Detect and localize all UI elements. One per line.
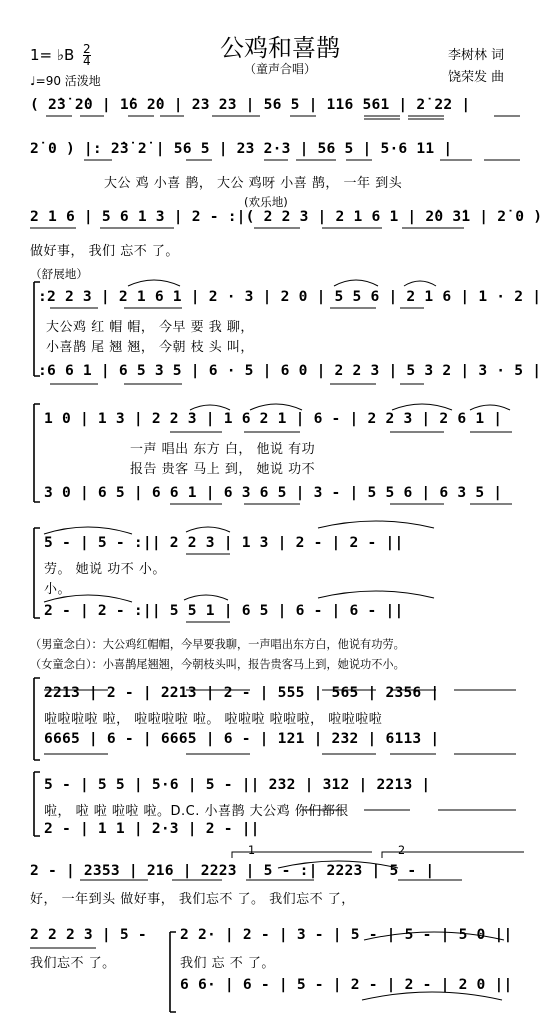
boys-narration: （男童念白）：大公鸡红帽帽，今早要我聊，一声唱出东方白，他说有功劳。: [30, 638, 405, 651]
lyricist-credit: 李树林 词: [448, 48, 505, 63]
system-1-notes: ( 2̇3̇ 2̇0 | 1̇6 2̇0 | 23 23 | 56 5 | 116 561 | 2̇ 22 |: [30, 96, 471, 113]
system-9-lyrics: 好， 一年到头 做好事， 我们忘不 了。 我们忘不 了，: [30, 892, 355, 907]
meter-top: 2: [83, 42, 91, 56]
composer-credit: 饶荣发 曲: [448, 70, 505, 85]
tempo-marking: ♩=90 活泼地: [30, 74, 101, 88]
system-5-lyrics-verse-2: 报告 贵客 马上 到， 她说 功不: [130, 462, 316, 477]
system-6-lyrics-verse-1: 劳。 她说 功不 小。: [44, 562, 166, 577]
system-8-lyrics: 啦， 啦 啦 啦啦 啦。D.C. 小喜鹊 大公鸡 你们都很: [44, 804, 349, 819]
system-4-lyrics-verse-1: 大公鸡 红 帽 帽， 今早 要 我 聊，: [46, 320, 254, 335]
key-label: 1= ♭B: [30, 46, 75, 64]
system-5-bottom-notes: 3 0 | 6 5 | 6 6 1 | 6 3 6 5 | 3 - | 5 5 6 | 6 3 5 |: [44, 484, 503, 501]
system-3-lyrics: 做好事， 我们 忘不 了。: [30, 244, 179, 259]
girls-narration: （女童念白）：小喜鹊尾翘翘，今朝枝头叫，报告贵客马上到，她说功不小。: [30, 658, 405, 671]
system-4-top-notes: :2 2 3 | 2 1 6 1 | 2 · 3 | 2 0 | 5 5 6 | 2 1 6 | 1 · 2 |: [38, 288, 542, 305]
meter-bottom: 4: [83, 54, 91, 68]
system-10-left-notes: 2 2 2 3 | 5 -: [30, 926, 147, 943]
system-3-notes: 2 1 6 | 5 6 1 3 | 2 - :|( 2 2 3 | 2 1 6 1 | 2̇0 3̇1 | 2̇ 0 ): [30, 208, 543, 225]
system-7-top-notes: 2213 | 2 - | 2213 | 2 - | 555 | 565 | 2356 |: [44, 684, 440, 701]
system-10-top-notes: 2 2· | 2 - | 3 - | 5 - | 5 - | 5 0 ||: [180, 926, 513, 943]
system-6-top-notes: 5 - | 5 - :|| 2 2 3 | 1 3 | 2 - | 2 - ||: [44, 534, 404, 551]
volta-2-label: 2: [398, 844, 406, 857]
song-title: 公鸡和喜鹊: [220, 34, 340, 62]
system-6-lyrics-verse-2: 小。: [44, 582, 72, 597]
system-10-lyrics: 我们 忘 不 了。: [180, 956, 275, 971]
volta-1-label: 1: [248, 844, 256, 857]
tempo-change-expansive: （舒展地）: [30, 267, 88, 281]
system-8-bottom-notes: 2 - | 1 1 | 2·3 | 2 - ||: [44, 820, 260, 837]
song-subtitle: （童声合唱）: [243, 62, 316, 76]
tempo-change-joyful: (欢乐地): [244, 195, 288, 209]
system-7-bottom-notes: 6665 | 6 - | 6665 | 6 - | 121 | 232 | 6113 |: [44, 730, 440, 747]
system-8-top-notes: 5 - | 5 5 | 5·6 | 5 - || 232 | 312 | 2213 |: [44, 776, 431, 793]
system-4-lyrics-verse-2: 小喜鹊 尾 翘 翘， 今朝 枝 头 叫，: [46, 340, 254, 355]
system-10-left-lyrics: 我们忘不 了。: [30, 956, 116, 971]
system-10-bottom-notes: 6 6· | 6 - | 5 - | 2 - | 2 - | 2 0 ||: [180, 976, 513, 993]
system-4-bottom-notes: :6 6 1 | 6 5 3 5 | 6 · 5 | 6 0 | 2 2 3 | 5 3 2 | 3 · 5 |: [38, 362, 542, 379]
system-2-notes: 2̇ 0 ) |: 2̇3̇ 2̇ | 56 5 | 23 2·3 | 56 5 | 5·6 11 |: [30, 140, 453, 157]
system-2-lyrics: 大公 鸡 小喜 鹊， 大公 鸡呀 小喜 鹊， 一年 到头: [104, 176, 403, 191]
system-9-notes: 2 - | 2353 | 216 | 2223 | 5 - :| 2223 | 5 - |: [30, 862, 435, 879]
system-7-lyrics: 啦啦啦啦 啦， 啦啦啦啦 啦。 啦啦啦 啦啦啦， 啦啦啦啦: [44, 712, 383, 727]
key-signature: [30, 44, 91, 67]
system-6-bottom-notes: 2 - | 2 - :|| 5 5 1 | 6 5 | 6 - | 6 - ||: [44, 602, 404, 619]
system-5-lyrics-verse-1: 一声 唱出 东方 白， 他说 有功: [130, 442, 316, 457]
system-5-top-notes: 1 0 | 1 3 | 2 2 3 | 1 6 2 1 | 6 - | 2 2 3 | 2 6 1 |: [44, 410, 503, 427]
